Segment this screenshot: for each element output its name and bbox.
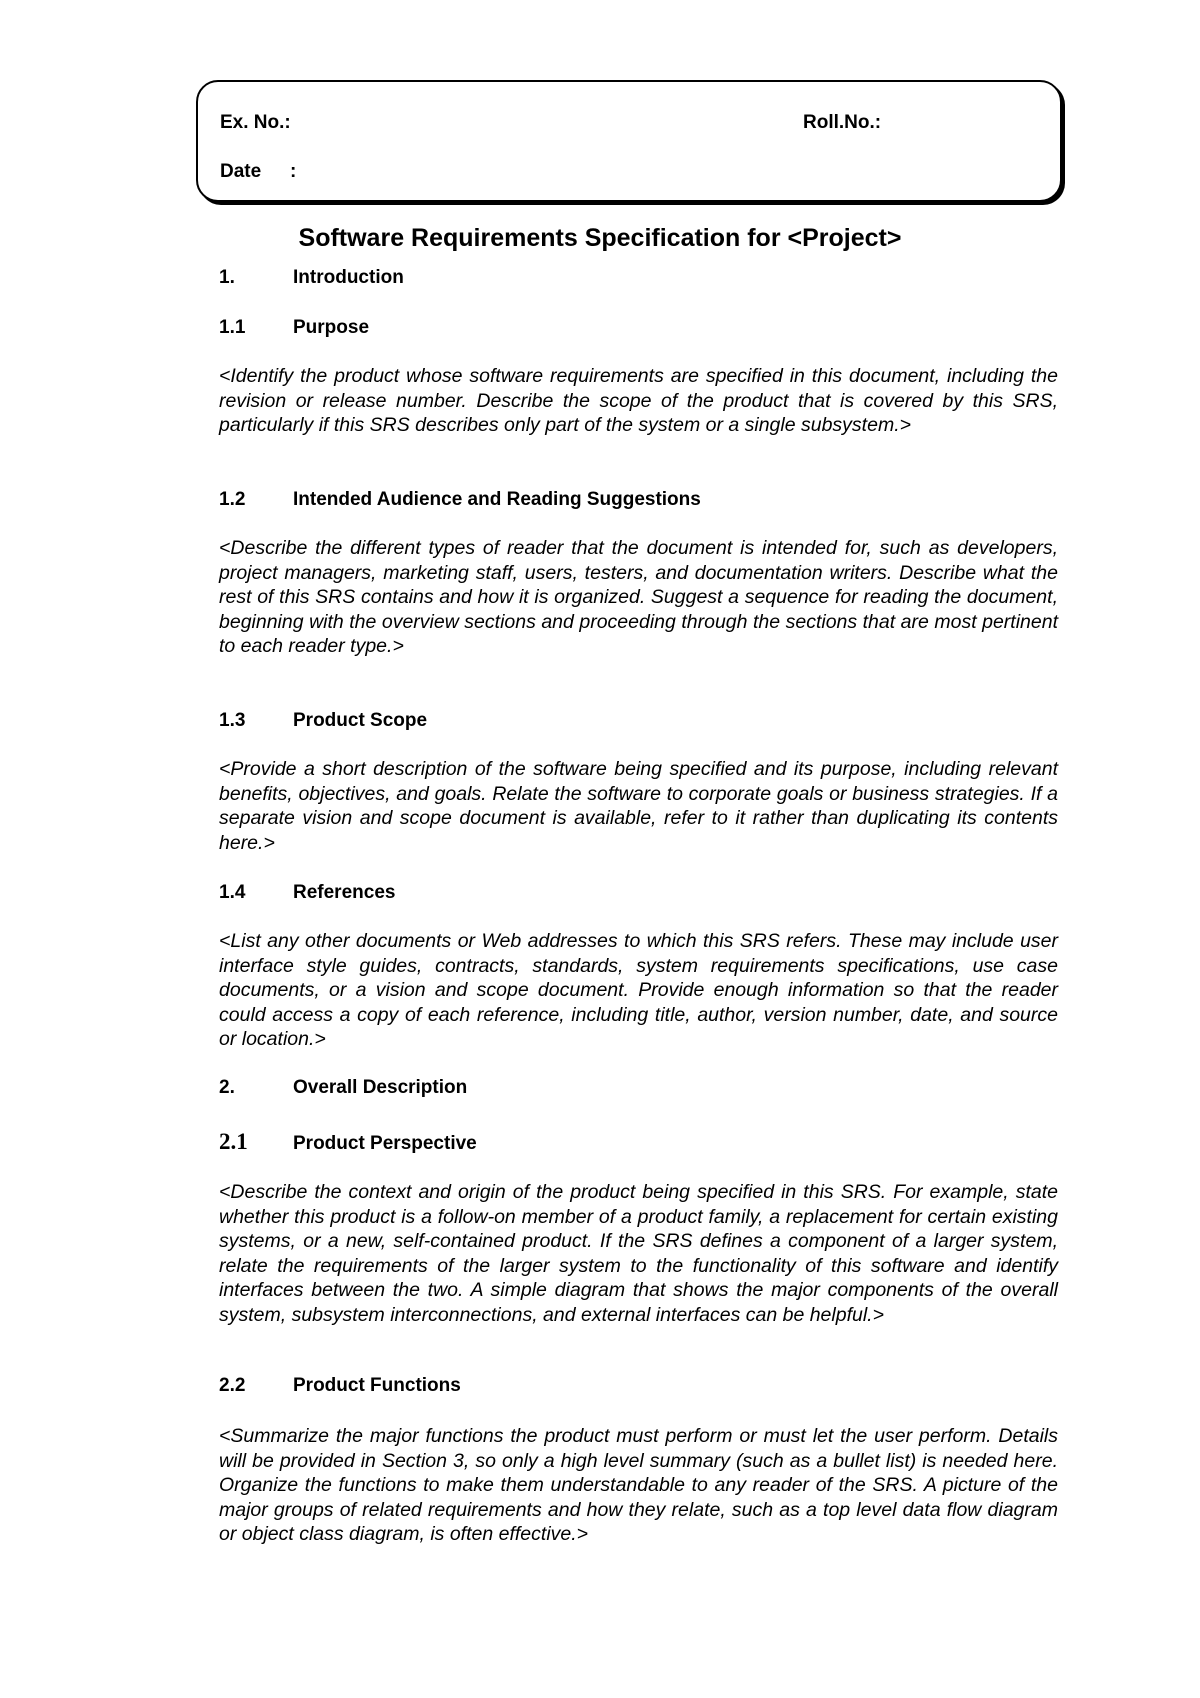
- section-number: 2.: [219, 1077, 235, 1098]
- section-title: Introduction: [293, 267, 404, 288]
- section-number: 2.1: [219, 1129, 248, 1154]
- section-heading-product-perspective: [219, 1129, 477, 1155]
- section-heading-overall-description: [219, 1077, 467, 1099]
- section-title: References: [293, 882, 396, 903]
- date-colon: :: [290, 161, 297, 182]
- section-number: 1.3: [219, 710, 246, 731]
- section-heading-references: [219, 882, 395, 904]
- section-body-product-functions: <Summarize the major functions the product must perform or must let the user perform. Details will be provided in Section 3, so only a high level summary (such as a bullet list) is needed here. Organize the functions to make them understandable to any reader of the SRS. A picture of the major groups of related requirements and how they relate, such as a top level data flow diagram or object class diagram, is often effective.>: [219, 1425, 1058, 1545]
- section-number: 1.1: [219, 317, 246, 338]
- document-title: Software Requirements Specification for <Project>: [298, 224, 902, 252]
- section-number: 1.4: [219, 882, 246, 903]
- section-number: 2.2: [219, 1375, 246, 1396]
- section-heading-purpose: [219, 317, 369, 339]
- section-title: Product Functions: [293, 1375, 461, 1396]
- section-heading-introduction: [219, 267, 404, 289]
- section-title: Purpose: [293, 317, 370, 338]
- section-body-product-perspective: <Describe the context and origin of the product being specified in this SRS. For example, state whether this product is a follow-on member of a product family, a replacement for certain existing systems, or a new, self-contained product. If the SRS defines a component of a larger system, relate the requirements of the larger system to the functionality of this software and identify interfaces between the two. A simple diagram that shows the major components of the overall system, subsystem interconnections, and external interfaces can be helpful.>: [219, 1181, 1058, 1326]
- section-number: 1.: [219, 267, 235, 288]
- section-body-references: <List any other documents or Web addresses to which this SRS refers. These may include user interface style guides, contracts, standards, system requirements specifications, use case documents, or a vision and scope document. Provide enough information so that the reader could access a copy of each reference, including title, author, version number, date, and source or location.>: [219, 930, 1058, 1050]
- exercise-header-box: [196, 80, 1062, 202]
- section-number: 1.2: [219, 489, 246, 510]
- section-heading-intended-audience: [219, 489, 701, 511]
- section-title: Overall Description: [293, 1077, 468, 1098]
- section-heading-product-scope: [219, 710, 427, 732]
- date-label: Date: [220, 161, 262, 182]
- section-title: Product Perspective: [293, 1133, 477, 1154]
- section-body-intended-audience: <Describe the different types of reader that the document is intended for, such as developers, project managers, marketing staff, users, testers, and documentation writers. Describe what the rest of this SRS contains and how it is organized. Suggest a sequence for reading the document, beginning with the overview sections and proceeding through the sections that are most pertinent to each reader type.>: [219, 537, 1058, 657]
- section-heading-product-functions: [219, 1375, 461, 1397]
- section-body-purpose: <Identify the product whose software requirements are specified in this document, including the revision or release number. Describe the scope of the product that is covered by this SRS, particularly if this SRS describes only part of the system or a single subsystem.>: [219, 365, 1058, 436]
- section-body-product-scope: <Provide a short description of the software being specified and its purpose, including relevant benefits, objectives, and goals. Relate the software to corporate goals or business strategies. If a separate vision and scope document is available, refer to it rather than duplicating its contents here.>: [219, 758, 1058, 854]
- roll-no-label: Roll.No.:: [803, 112, 882, 133]
- section-title: Intended Audience and Reading Suggestions: [293, 489, 701, 510]
- ex-no-label: Ex. No.:: [220, 112, 291, 133]
- section-title: Product Scope: [293, 710, 428, 731]
